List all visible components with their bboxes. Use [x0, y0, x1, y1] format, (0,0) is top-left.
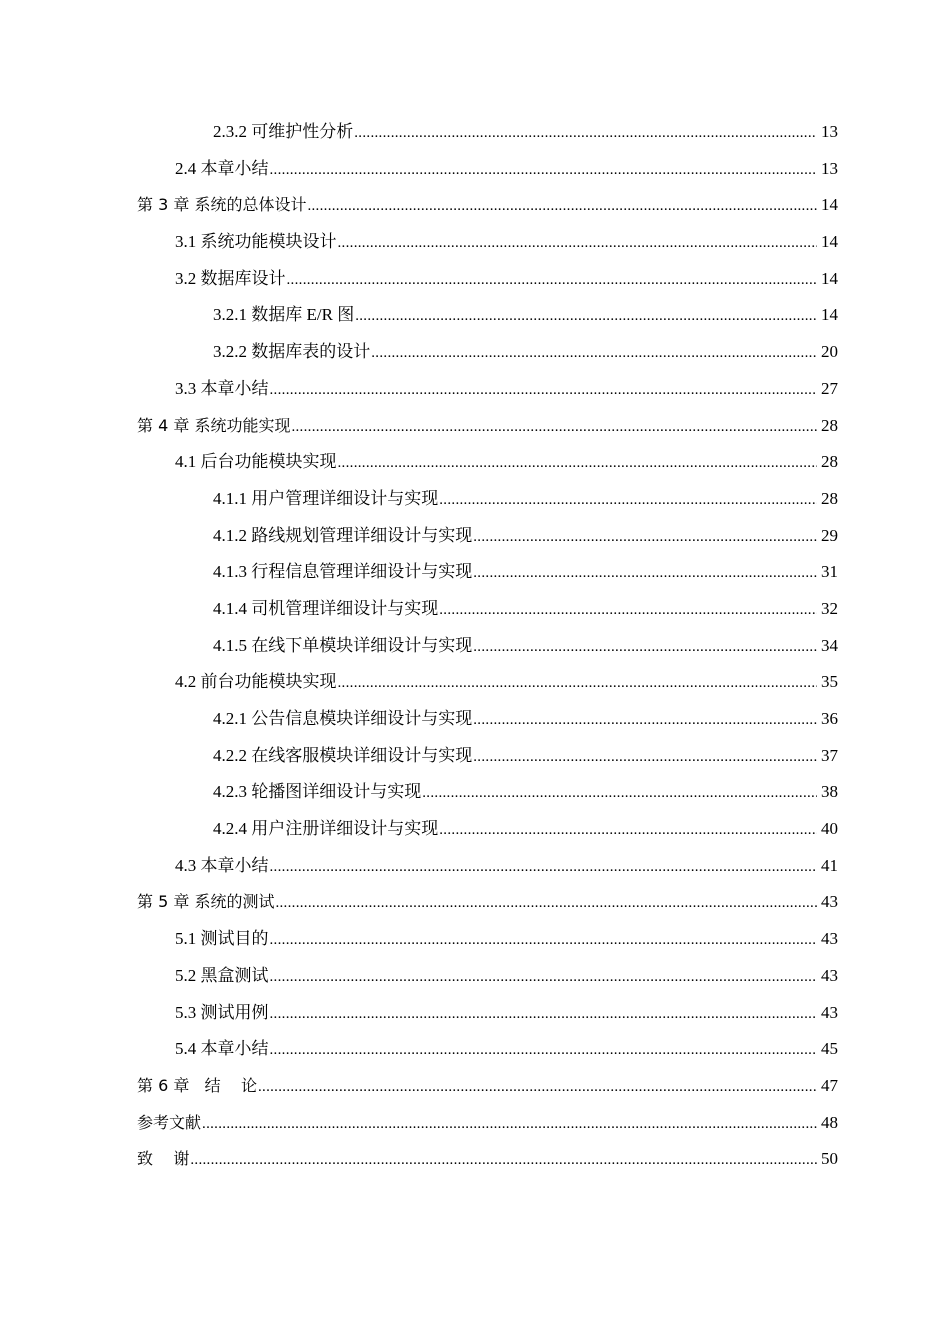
toc-dot-leader [439, 482, 817, 518]
toc-dot-leader [439, 592, 817, 628]
toc-entry-page: 45 [821, 1039, 838, 1059]
toc-entry-page: 32 [821, 598, 838, 618]
toc-entry-page: 43 [821, 1002, 838, 1022]
toc-dot-leader [473, 555, 817, 591]
toc-entry-page: 43 [821, 929, 838, 949]
toc-entry[interactable] [137, 114, 838, 151]
toc-dot-leader [270, 959, 818, 995]
toc-entry-page: 14 [821, 268, 838, 288]
toc-entry-title: 3.3 本章小结 [175, 378, 269, 398]
toc-entry-page: 13 [821, 158, 838, 178]
toc-dot-leader [270, 152, 818, 188]
toc-entry-page: 47 [821, 1075, 838, 1095]
toc-entry-title: 4.1.4 司机管理详细设计与实现 [213, 598, 439, 618]
toc-entry-page: 31 [821, 562, 838, 582]
toc-entry-page: 28 [821, 415, 838, 435]
toc-entry-title: 3.2.2 数据库表的设计 [213, 342, 371, 362]
toc-entry-page: 14 [821, 305, 838, 325]
toc-entry-title: 5.4 本章小结 [175, 1039, 269, 1059]
toc-dot-leader [287, 262, 818, 298]
toc-entry[interactable] [137, 371, 838, 408]
toc-entry[interactable] [137, 848, 838, 885]
toc-entry[interactable] [137, 444, 838, 481]
toc-entry-page: 50 [821, 1149, 838, 1169]
toc-entry-title: 4.1.1 用户管理详细设计与实现 [213, 488, 439, 508]
toc-entry-title: 第 4 章 系统功能实现 [137, 415, 291, 435]
toc-entry-title: 2.4 本章小结 [175, 158, 269, 178]
toc-dot-leader [338, 445, 818, 481]
toc-entry[interactable] [137, 884, 838, 921]
toc-dot-leader [270, 996, 818, 1032]
toc-entry[interactable] [137, 224, 838, 261]
toc-entry-title: 参考文献 [137, 1112, 202, 1132]
toc-entry-page: 38 [821, 782, 838, 802]
toc-dot-leader [338, 225, 818, 261]
toc-dot-leader [439, 812, 817, 848]
toc-entry-title: 第 3 章 系统的总体设计 [137, 195, 307, 215]
toc-entry-page: 14 [821, 195, 838, 215]
toc-entry[interactable] [137, 738, 838, 775]
toc-entry-title: 4.2 前台功能模块实现 [175, 672, 337, 692]
toc-entry[interactable] [137, 297, 838, 334]
toc-entry-page: 28 [821, 488, 838, 508]
toc-dot-leader [338, 665, 818, 701]
toc-dot-leader [202, 1106, 817, 1142]
toc-entry-page: 20 [821, 342, 838, 362]
toc-entry[interactable] [137, 151, 838, 188]
toc-entry-title: 4.1.5 在线下单模块详细设计与实现 [213, 635, 473, 655]
toc-entry-page: 34 [821, 635, 838, 655]
toc-entry[interactable] [137, 518, 838, 555]
toc-entry-page: 28 [821, 452, 838, 472]
toc-entry-page: 29 [821, 525, 838, 545]
toc-entry[interactable] [137, 1105, 838, 1142]
toc-entry-page: 36 [821, 709, 838, 728]
toc-entry-page: 13 [821, 122, 838, 141]
toc-entry-title: 5.1 测试目的 [175, 929, 269, 949]
toc-entry[interactable] [137, 811, 838, 848]
toc-entry-page: 41 [821, 855, 838, 875]
toc-entry-title: 第 6 章 结 论 [137, 1075, 257, 1095]
toc-entry-title: 4.1.2 路线规划管理详细设计与实现 [213, 525, 473, 545]
toc-entry-title: 4.1 后台功能模块实现 [175, 452, 337, 472]
toc-entry[interactable] [137, 408, 838, 445]
toc-entry-title: 2.3.2 可维护性分析 [213, 122, 354, 141]
toc-entry-title: 5.3 测试用例 [175, 1002, 269, 1022]
toc-dot-leader [307, 188, 817, 224]
toc-entry[interactable] [137, 995, 838, 1032]
toc-entry-page: 48 [821, 1112, 838, 1132]
toc-entry-title: 4.3 本章小结 [175, 855, 269, 875]
toc-entry-page: 37 [821, 745, 838, 765]
toc-entry[interactable] [137, 1031, 838, 1068]
toc-entry[interactable] [137, 1068, 838, 1105]
toc-entry-title: 4.1.3 行程信息管理详细设计与实现 [213, 562, 473, 582]
toc-entry-title: 4.2.3 轮播图详细设计与实现 [213, 782, 422, 802]
toc-dot-leader [258, 1069, 817, 1105]
toc-entry-title: 3.1 系统功能模块设计 [175, 232, 337, 252]
toc-entry-title: 3.2.1 数据库 E/R 图 [213, 305, 355, 325]
toc-entry[interactable] [137, 958, 838, 995]
toc-dot-leader [473, 629, 817, 665]
toc-entry-page: 43 [821, 892, 838, 912]
toc-entry-page: 40 [821, 819, 838, 839]
toc-entry-title: 3.2 数据库设计 [175, 268, 286, 288]
toc-dot-leader [270, 372, 818, 408]
toc-dot-leader [473, 739, 817, 775]
toc-entry[interactable] [137, 774, 838, 811]
toc-entry[interactable] [137, 591, 838, 628]
toc-entry-title: 第 5 章 系统的测试 [137, 892, 275, 912]
toc-entry[interactable] [137, 261, 838, 298]
toc-entry-page: 35 [821, 672, 838, 692]
toc-dot-leader [270, 849, 818, 885]
toc-entry-title: 4.2.4 用户注册详细设计与实现 [213, 819, 439, 839]
toc-dot-leader [371, 335, 817, 371]
toc-entry[interactable] [137, 554, 838, 591]
toc-dot-leader [422, 775, 817, 811]
toc-entry-title: 5.2 黑盒测试 [175, 965, 269, 985]
toc-entry-title: 致 谢 [137, 1149, 190, 1169]
toc-entry-page: 43 [821, 965, 838, 985]
toc-dot-leader [354, 115, 817, 151]
toc-entry-page: 14 [821, 232, 838, 252]
toc-entry[interactable] [137, 334, 838, 371]
toc-dot-leader [270, 1032, 818, 1068]
toc-entry[interactable] [137, 664, 838, 701]
toc-entry-page: 27 [821, 378, 838, 398]
toc-entry[interactable] [137, 921, 838, 958]
toc-entry-title: 4.2.1 公告信息模块详细设计与实现 [213, 709, 473, 728]
toc-dot-leader [355, 298, 817, 334]
toc-entry[interactable] [137, 1141, 838, 1178]
table-of-contents [137, 114, 838, 1178]
toc-dot-leader [270, 922, 818, 958]
toc-entry-title: 4.2.2 在线客服模块详细设计与实现 [213, 745, 473, 765]
toc-entry[interactable] [137, 701, 838, 738]
toc-dot-leader [473, 519, 817, 555]
toc-entry[interactable] [137, 187, 838, 224]
toc-dot-leader [473, 702, 817, 738]
toc-dot-leader [291, 409, 817, 445]
toc-entry[interactable] [137, 481, 838, 518]
toc-dot-leader [190, 1142, 817, 1178]
toc-dot-leader [275, 885, 817, 921]
toc-entry[interactable] [137, 628, 838, 665]
